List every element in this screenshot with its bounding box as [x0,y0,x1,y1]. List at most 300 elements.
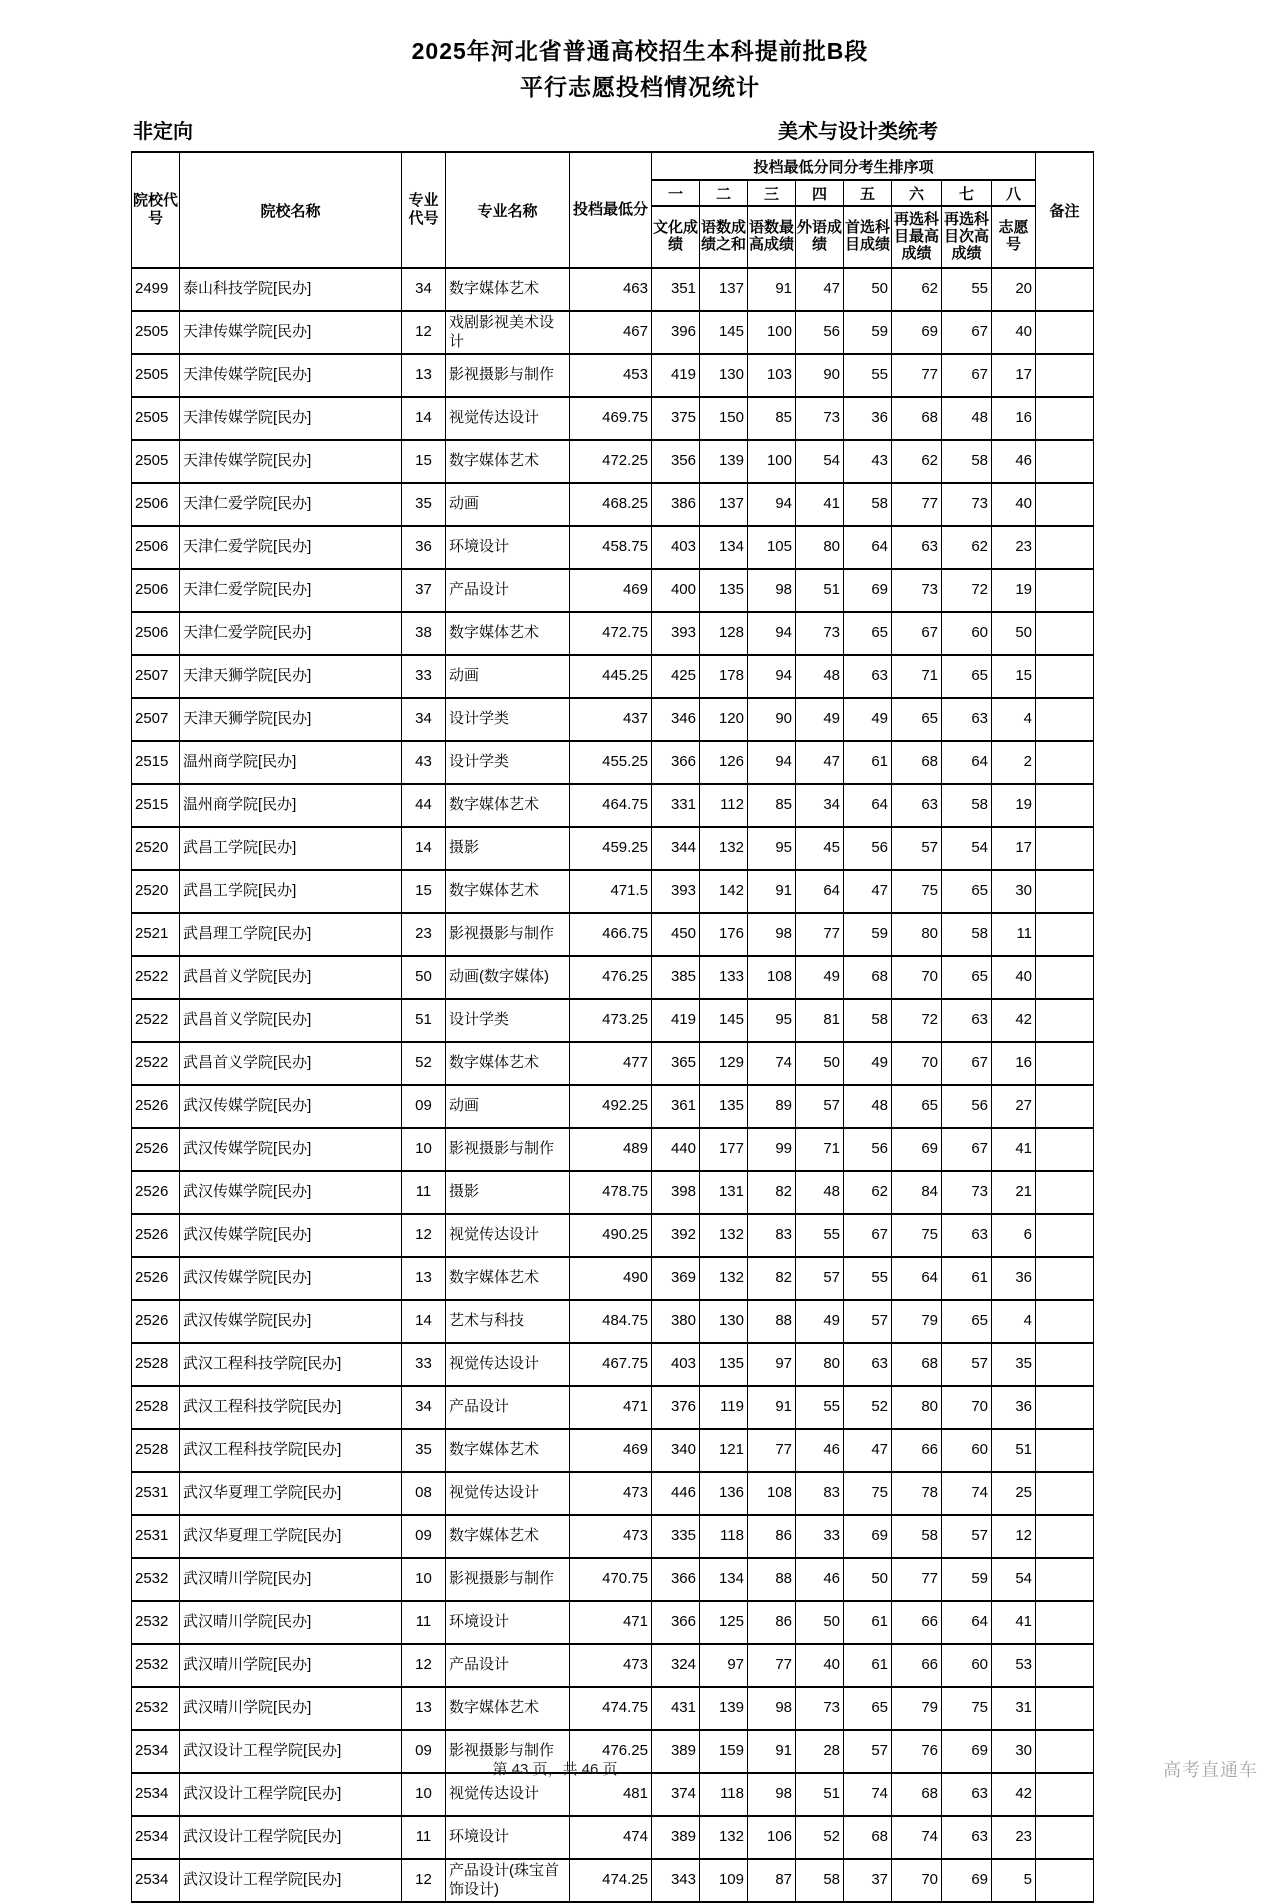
cell-major-code: 52 [402,1042,446,1085]
cell-remark [1036,1042,1094,1085]
title-line-2: 平行志愿投档情况统计 [520,73,760,100]
cell-major-name: 数字媒体艺术 [446,268,570,311]
cell-school-code: 2515 [132,741,180,784]
cell-foreign-language: 57 [796,1257,844,1300]
cell-reselect-second: 70 [942,1386,992,1429]
cell-school-code: 2505 [132,397,180,440]
cell-chinese-math-max: 88 [748,1300,796,1343]
cell-remark [1036,569,1094,612]
cell-major-name: 影视摄影与制作 [446,1730,570,1773]
cell-min-score: 467.75 [570,1343,652,1386]
cell-chinese-math-max: 89 [748,1085,796,1128]
cell-school-name: 武汉晴川学院[民办] [180,1558,402,1601]
cell-school-code: 2534 [132,1859,180,1902]
cell-volunteer-no: 16 [992,397,1036,440]
cell-volunteer-no: 30 [992,870,1036,913]
cell-chinese-math-max: 85 [748,397,796,440]
cell-reselect-second: 69 [942,1859,992,1902]
cell-major-code: 38 [402,612,446,655]
cell-culture-score: 440 [652,1128,700,1171]
cell-remark [1036,741,1094,784]
cell-remark [1036,1085,1094,1128]
cell-reselect-max: 69 [892,1128,942,1171]
cell-chinese-math-sum: 178 [700,655,748,698]
cell-major-name: 视觉传达设计 [446,397,570,440]
cell-major-name: 环境设计 [446,1601,570,1644]
cell-culture-score: 335 [652,1515,700,1558]
cell-first-choice-subject: 68 [844,1816,892,1859]
cell-major-name: 数字媒体艺术 [446,1429,570,1472]
cell-school-name: 武汉传媒学院[民办] [180,1085,402,1128]
cell-min-score: 492.25 [570,1085,652,1128]
cell-min-score: 474.25 [570,1859,652,1902]
cell-chinese-math-max: 106 [748,1816,796,1859]
cell-major-name: 产品设计 [446,1386,570,1429]
cell-reselect-max: 74 [892,1816,942,1859]
cell-first-choice-subject: 58 [844,483,892,526]
cell-reselect-max: 63 [892,784,942,827]
cell-major-code: 15 [402,440,446,483]
cell-reselect-max: 80 [892,1386,942,1429]
cell-volunteer-no: 2 [992,741,1036,784]
cell-major-name: 影视摄影与制作 [446,913,570,956]
table-row [132,655,1094,698]
cell-school-code: 2506 [132,569,180,612]
cell-first-choice-subject: 55 [844,354,892,397]
cell-reselect-second: 69 [942,1730,992,1773]
rank-label-reselect-max: 再选科目最高成绩 [892,206,942,268]
cell-reselect-second: 65 [942,956,992,999]
cell-school-code: 2526 [132,1257,180,1300]
header-min-score: 投档最低分 [570,152,652,268]
cell-school-name: 天津传媒学院[民办] [180,354,402,397]
cell-culture-score: 365 [652,1042,700,1085]
cell-major-name: 设计学类 [446,698,570,741]
cell-chinese-math-sum: 118 [700,1515,748,1558]
cell-school-code: 2532 [132,1601,180,1644]
cell-school-code: 2506 [132,612,180,655]
cell-major-code: 13 [402,354,446,397]
table-row [132,268,1094,311]
cell-chinese-math-max: 82 [748,1257,796,1300]
cell-first-choice-subject: 43 [844,440,892,483]
cell-volunteer-no: 40 [992,311,1036,354]
cell-chinese-math-sum: 128 [700,612,748,655]
cell-major-name: 数字媒体艺术 [446,1515,570,1558]
cell-school-name: 温州商学院[民办] [180,784,402,827]
cell-school-code: 2534 [132,1730,180,1773]
cell-foreign-language: 90 [796,354,844,397]
cell-reselect-second: 63 [942,698,992,741]
cell-min-score: 473 [570,1472,652,1515]
cell-volunteer-no: 5 [992,1859,1036,1902]
cell-school-code: 2526 [132,1214,180,1257]
cell-volunteer-no: 51 [992,1429,1036,1472]
cell-chinese-math-max: 98 [748,1773,796,1816]
cell-school-name: 武汉晴川学院[民办] [180,1644,402,1687]
cell-reselect-second: 55 [942,268,992,311]
cell-culture-score: 324 [652,1644,700,1687]
rank-number-7: 七 [942,180,992,206]
table-row [132,1687,1094,1730]
cell-remark [1036,1472,1094,1515]
cell-chinese-math-max: 74 [748,1042,796,1085]
cell-chinese-math-max: 108 [748,1472,796,1515]
cell-remark [1036,526,1094,569]
cell-school-name: 武汉设计工程学院[民办] [180,1773,402,1816]
cell-school-name: 武汉设计工程学院[民办] [180,1816,402,1859]
cell-min-score: 469.75 [570,397,652,440]
cell-volunteer-no: 42 [992,1773,1036,1816]
cell-foreign-language: 46 [796,1429,844,1472]
cell-volunteer-no: 30 [992,1730,1036,1773]
cell-chinese-math-sum: 97 [700,1644,748,1687]
cell-major-name: 视觉传达设计 [446,1472,570,1515]
cell-volunteer-no: 41 [992,1601,1036,1644]
table-row [132,311,1094,354]
exam-category-label: 美术与设计类统考 [778,121,938,144]
cell-reselect-second: 61 [942,1257,992,1300]
header-school-code: 院校代号 [132,152,180,268]
page-number: 第 43 页，共 46 页 [492,1761,618,1778]
cell-chinese-math-sum: 131 [700,1171,748,1214]
cell-chinese-math-max: 90 [748,698,796,741]
cell-chinese-math-sum: 145 [700,311,748,354]
cell-reselect-max: 58 [892,1515,942,1558]
cell-school-name: 武昌首义学院[民办] [180,1042,402,1085]
rank-number-2: 二 [700,180,748,206]
cell-volunteer-no: 16 [992,1042,1036,1085]
cell-chinese-math-sum: 135 [700,569,748,612]
table-row [132,1429,1094,1472]
cell-major-code: 11 [402,1601,446,1644]
cell-foreign-language: 34 [796,784,844,827]
table-row [132,784,1094,827]
cell-chinese-math-max: 94 [748,612,796,655]
cell-major-code: 33 [402,1343,446,1386]
cell-school-name: 天津传媒学院[民办] [180,397,402,440]
cell-min-score: 478.75 [570,1171,652,1214]
cell-reselect-max: 68 [892,741,942,784]
cell-first-choice-subject: 56 [844,1128,892,1171]
cell-school-name: 武汉工程科技学院[民办] [180,1429,402,1472]
rank-number-8: 八 [992,180,1036,206]
cell-culture-score: 389 [652,1730,700,1773]
cell-volunteer-no: 23 [992,526,1036,569]
table-row [132,827,1094,870]
cell-school-name: 天津传媒学院[民办] [180,311,402,354]
rank-label-chinese-math-max: 语数最高成绩 [748,206,796,268]
cell-school-code: 2534 [132,1816,180,1859]
cell-foreign-language: 73 [796,612,844,655]
cell-major-code: 15 [402,870,446,913]
cell-remark [1036,655,1094,698]
cell-major-name: 动画 [446,655,570,698]
cell-school-code: 2531 [132,1472,180,1515]
cell-reselect-max: 65 [892,1085,942,1128]
cell-first-choice-subject: 69 [844,1515,892,1558]
cell-first-choice-subject: 55 [844,1257,892,1300]
cell-reselect-second: 58 [942,440,992,483]
cell-culture-score: 380 [652,1300,700,1343]
cell-volunteer-no: 6 [992,1214,1036,1257]
cell-school-code: 2526 [132,1300,180,1343]
cell-remark [1036,354,1094,397]
cell-chinese-math-max: 97 [748,1343,796,1386]
table-row [132,354,1094,397]
rank-number-4: 四 [796,180,844,206]
cell-culture-score: 340 [652,1429,700,1472]
watermark-text: 高考直通车 [1163,1760,1258,1780]
cell-culture-score: 376 [652,1386,700,1429]
cell-remark [1036,1171,1094,1214]
cell-chinese-math-sum: 135 [700,1343,748,1386]
cell-major-code: 51 [402,999,446,1042]
cell-min-score: 455.25 [570,741,652,784]
cell-culture-score: 425 [652,655,700,698]
cell-reselect-max: 66 [892,1429,942,1472]
cell-school-name: 温州商学院[民办] [180,741,402,784]
cell-reselect-second: 63 [942,999,992,1042]
cell-remark [1036,1128,1094,1171]
cell-chinese-math-max: 77 [748,1644,796,1687]
cell-major-name: 动画(数字媒体) [446,956,570,999]
cell-first-choice-subject: 59 [844,311,892,354]
cell-first-choice-subject: 50 [844,268,892,311]
cell-culture-score: 431 [652,1687,700,1730]
cell-major-code: 14 [402,397,446,440]
cell-school-name: 武汉晴川学院[民办] [180,1687,402,1730]
cell-remark [1036,1816,1094,1859]
cell-volunteer-no: 40 [992,483,1036,526]
cell-foreign-language: 51 [796,1773,844,1816]
cell-school-name: 武汉华夏理工学院[民办] [180,1472,402,1515]
cell-chinese-math-sum: 133 [700,956,748,999]
cell-min-score: 466.75 [570,913,652,956]
cell-remark [1036,1343,1094,1386]
cell-chinese-math-max: 95 [748,827,796,870]
cell-foreign-language: 28 [796,1730,844,1773]
cell-school-name: 武汉传媒学院[民办] [180,1171,402,1214]
cell-culture-score: 369 [652,1257,700,1300]
cell-major-code: 10 [402,1773,446,1816]
cell-chinese-math-sum: 145 [700,999,748,1042]
cell-foreign-language: 46 [796,1558,844,1601]
header-major-code: 专业代号 [402,152,446,268]
cell-reselect-second: 67 [942,354,992,397]
cell-chinese-math-sum: 137 [700,268,748,311]
cell-culture-score: 374 [652,1773,700,1816]
table-row [132,1386,1094,1429]
cell-first-choice-subject: 62 [844,1171,892,1214]
cell-school-name: 天津天狮学院[民办] [180,698,402,741]
page-title [0,0,1280,105]
cell-chinese-math-max: 99 [748,1128,796,1171]
cell-first-choice-subject: 63 [844,1343,892,1386]
cell-foreign-language: 49 [796,698,844,741]
cell-reselect-second: 63 [942,1773,992,1816]
cell-reselect-max: 68 [892,1343,942,1386]
cell-first-choice-subject: 67 [844,1214,892,1257]
table-row [132,1816,1094,1859]
cell-remark [1036,1214,1094,1257]
cell-reselect-second: 75 [942,1687,992,1730]
cell-major-code: 34 [402,1386,446,1429]
cell-first-choice-subject: 50 [844,1558,892,1601]
cell-min-score: 473.25 [570,999,652,1042]
cell-school-code: 2532 [132,1687,180,1730]
cell-chinese-math-max: 91 [748,1386,796,1429]
cell-chinese-math-sum: 159 [700,1730,748,1773]
cell-volunteer-no: 11 [992,913,1036,956]
cell-chinese-math-max: 100 [748,440,796,483]
cell-school-name: 泰山科技学院[民办] [180,268,402,311]
cell-chinese-math-sum: 177 [700,1128,748,1171]
cell-volunteer-no: 41 [992,1128,1036,1171]
cell-chinese-math-max: 105 [748,526,796,569]
cell-culture-score: 450 [652,913,700,956]
cell-foreign-language: 52 [796,1816,844,1859]
cell-volunteer-no: 50 [992,612,1036,655]
cell-reselect-second: 59 [942,1558,992,1601]
cell-major-code: 13 [402,1257,446,1300]
cell-reselect-second: 57 [942,1515,992,1558]
cell-chinese-math-sum: 134 [700,1558,748,1601]
cell-reselect-max: 57 [892,827,942,870]
cell-volunteer-no: 27 [992,1085,1036,1128]
cell-remark [1036,870,1094,913]
cell-foreign-language: 55 [796,1214,844,1257]
cell-chinese-math-sum: 119 [700,1386,748,1429]
cell-major-code: 09 [402,1515,446,1558]
cell-chinese-math-max: 94 [748,655,796,698]
cell-culture-score: 396 [652,311,700,354]
cell-first-choice-subject: 61 [844,1644,892,1687]
cell-remark [1036,1257,1094,1300]
cell-major-code: 33 [402,655,446,698]
cell-volunteer-no: 53 [992,1644,1036,1687]
cell-major-code: 11 [402,1816,446,1859]
cell-reselect-second: 60 [942,1429,992,1472]
cell-school-name: 天津天狮学院[民办] [180,655,402,698]
cell-first-choice-subject: 52 [844,1386,892,1429]
cell-volunteer-no: 36 [992,1386,1036,1429]
cell-culture-score: 389 [652,1816,700,1859]
cell-culture-score: 393 [652,612,700,655]
title-line-1: 2025年河北省普通高校招生本科提前批B段 [411,38,869,64]
cell-foreign-language: 50 [796,1042,844,1085]
table-row [132,1644,1094,1687]
cell-school-code: 2507 [132,698,180,741]
cell-min-score: 459.25 [570,827,652,870]
cell-major-name: 设计学类 [446,999,570,1042]
cell-remark [1036,1558,1094,1601]
cell-school-name: 武汉设计工程学院[民办] [180,1730,402,1773]
cell-remark [1036,1601,1094,1644]
cell-volunteer-no: 54 [992,1558,1036,1601]
cell-major-code: 44 [402,784,446,827]
cell-major-code: 11 [402,1171,446,1214]
cell-chinese-math-max: 85 [748,784,796,827]
cell-chinese-math-max: 108 [748,956,796,999]
table-row [132,913,1094,956]
cell-school-code: 2520 [132,827,180,870]
cell-culture-score: 403 [652,1343,700,1386]
cell-school-code: 2528 [132,1386,180,1429]
cell-min-score: 470.75 [570,1558,652,1601]
cell-reselect-max: 63 [892,526,942,569]
cell-chinese-math-max: 98 [748,569,796,612]
cell-reselect-max: 78 [892,1472,942,1515]
table-row [132,1128,1094,1171]
cell-major-code: 08 [402,1472,446,1515]
cell-min-score: 473 [570,1644,652,1687]
cell-school-code: 2522 [132,956,180,999]
table-row [132,1343,1094,1386]
cell-foreign-language: 49 [796,1300,844,1343]
cell-reselect-second: 54 [942,827,992,870]
cell-reselect-second: 58 [942,784,992,827]
cell-major-code: 43 [402,741,446,784]
cell-remark [1036,1687,1094,1730]
cell-first-choice-subject: 49 [844,698,892,741]
cell-volunteer-no: 46 [992,440,1036,483]
cell-chinese-math-sum: 129 [700,1042,748,1085]
cell-chinese-math-sum: 126 [700,741,748,784]
rank-number-5: 五 [844,180,892,206]
cell-major-name: 影视摄影与制作 [446,1128,570,1171]
cell-min-score: 469 [570,569,652,612]
cell-major-name: 摄影 [446,1171,570,1214]
rank-number-3: 三 [748,180,796,206]
cell-major-name: 数字媒体艺术 [446,870,570,913]
cell-major-name: 艺术与科技 [446,1300,570,1343]
cell-school-name: 武汉设计工程学院[民办] [180,1859,402,1902]
cell-chinese-math-max: 94 [748,741,796,784]
cell-school-name: 武汉传媒学院[民办] [180,1128,402,1171]
cell-chinese-math-max: 86 [748,1601,796,1644]
cell-foreign-language: 45 [796,827,844,870]
cell-chinese-math-max: 100 [748,311,796,354]
cell-school-name: 武汉晴川学院[民办] [180,1601,402,1644]
table-row [132,1773,1094,1816]
cell-major-code: 09 [402,1730,446,1773]
cell-foreign-language: 71 [796,1128,844,1171]
cell-first-choice-subject: 57 [844,1730,892,1773]
cell-school-code: 2522 [132,999,180,1042]
cell-foreign-language: 49 [796,956,844,999]
cell-min-score: 468.25 [570,483,652,526]
cell-chinese-math-sum: 132 [700,827,748,870]
cell-remark [1036,956,1094,999]
cell-min-score: 445.25 [570,655,652,698]
table-row [132,698,1094,741]
cell-reselect-max: 71 [892,655,942,698]
rank-number-6: 六 [892,180,942,206]
cell-remark [1036,1300,1094,1343]
cell-first-choice-subject: 75 [844,1472,892,1515]
cell-reselect-second: 48 [942,397,992,440]
cell-remark [1036,1515,1094,1558]
cell-min-score: 471.5 [570,870,652,913]
cell-first-choice-subject: 64 [844,784,892,827]
cell-foreign-language: 51 [796,569,844,612]
cell-chinese-math-sum: 139 [700,440,748,483]
cell-volunteer-no: 15 [992,655,1036,698]
cell-chinese-math-max: 103 [748,354,796,397]
cell-min-score: 453 [570,354,652,397]
cell-min-score: 474 [570,1816,652,1859]
